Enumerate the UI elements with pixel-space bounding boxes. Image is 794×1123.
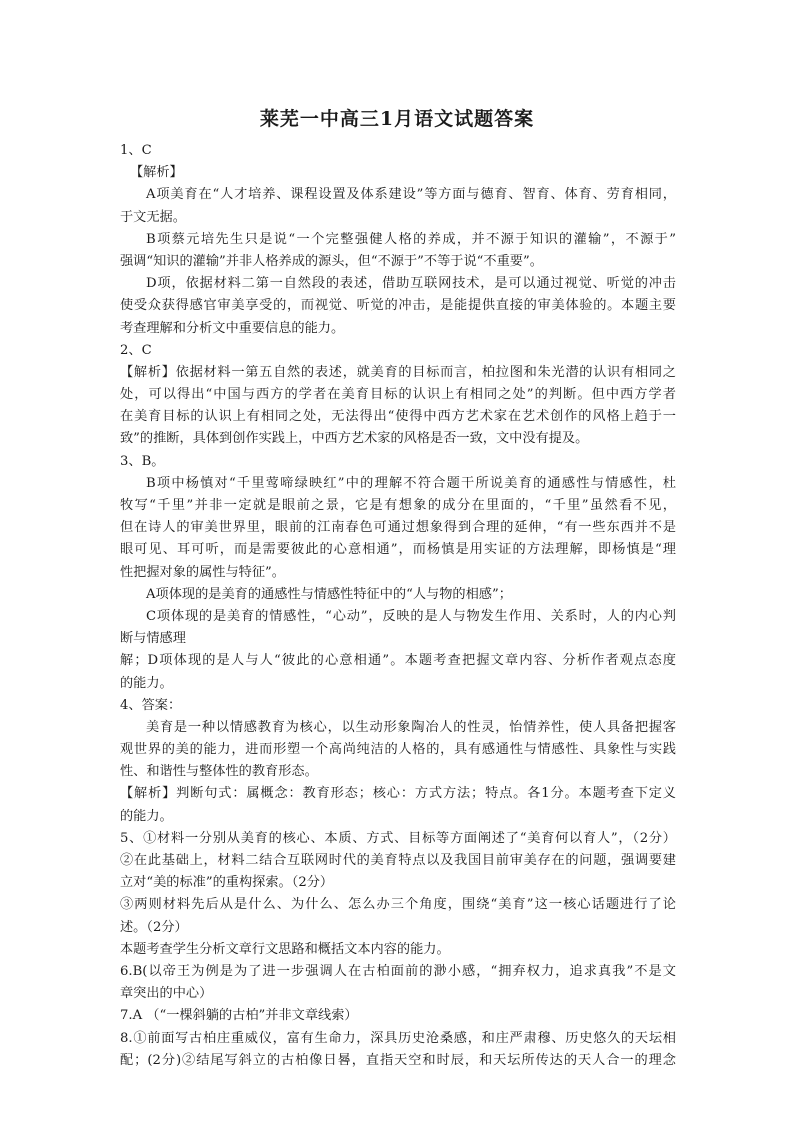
text-line: 本题考查学生分析文章行文思路和概括文本内容的能力。	[120, 941, 450, 957]
text-line: 性、和谐性与整体性的教育形态。	[120, 764, 318, 780]
text-line: ②在此基础上，材料二结合互联网时代的美育特点以及我国目前审美存在的问题，强调要建	[120, 853, 676, 868]
text-line: 1、C	[120, 143, 152, 158]
text-line: 使受众获得感官审美享受的，而视觉、听觉的冲击，是能提供直接的审美体验的。本题主要	[120, 298, 676, 314]
text-line: 解；D项体现的是人与人“彼此的心意相通”。本题考查把握文章内容、分析作者观点态度	[120, 653, 676, 669]
text-line: 牧写“千里”并非一定就是眼前之景，它是有想象的成分在里面的，“千里”虽然看不见，	[120, 498, 676, 513]
text-line: 在美育目标的认识上有相同之处，无法得出“使得中西方艺术家在艺术创作的风格上趋于一	[120, 409, 676, 425]
text-line: B项蔡元培先生只是说“一个完整强健人格的养成，并不源于知识的灌输”，不源于”	[146, 231, 676, 247]
text-line: 【解析】判断句式：属概念：教育形态；核心：方式方法；特点。各1分。本题考查下定义	[120, 786, 676, 802]
text-line: 但在诗人的审美世界里，眼前的江南春色可通过想象得到合理的延伸，“有一些东西并不是	[120, 520, 676, 536]
text-line: 断与情感理	[120, 631, 186, 647]
text-line: 处，可以得出“中国与西方的学者在美育目标的认识上有相同之处”的判断。但中西方学者	[120, 387, 676, 403]
page-title: 莱芜一中高三1月语文试题答案	[259, 108, 535, 130]
text-line: A项体现的是美育的通感性与情感性特征中的“人与物的相感”；	[146, 586, 512, 602]
text-line: 5、①材料一分别从美育的核心、本质、方式、目标等方面阐述了“美育何以育人”，（2分）	[120, 830, 676, 846]
text-line: 立对“美的标准”的重构探索。（2分）	[120, 875, 334, 891]
text-line: 观世界的美的能力，进而形塑一个高尚纯洁的人格的，具有感通性与情感性、具象性与实践	[120, 742, 676, 758]
text-line: 眼可见、耳可听，而是需要彼此的心意相通”，而杨慎是用实证的方法理解，即杨慎是“理	[120, 542, 676, 558]
text-line: 配；(2分)②结尾写斜立的古柏像日晷，直指天空和时辰，和天坛所传达的天人合一的理念	[120, 1052, 676, 1068]
text-line: 7.A （“一棵斜躺的古柏”并非文章线索）	[120, 1008, 358, 1024]
text-line: 8.①前面写古柏庄重威仪，富有生命力，深具历史沧桑感，和庄严肃穆、历史悠久的天坛相	[120, 1030, 676, 1046]
text-line: ③两则材料先后从是什么、为什么、怎么办三个角度，围绕“美育”这一核心话题进行了论	[120, 897, 676, 913]
text-line: 强调“知识的灌输”并非人格养成的源头，但“不源于”不等于说“不重要”。	[120, 253, 543, 269]
text-line: 6.B(以帝王为例是为了进一步强调人在古柏面前的渺小感，“拥弃权力，追求真我”不是文	[120, 963, 676, 979]
text-line: 述。（2分）	[120, 919, 188, 935]
answer-body	[120, 140, 676, 1072]
text-line: 【解析】依据材料一第五自然的表述，就美育的目标而言，柏拉图和朱光潜的认识有相同之	[120, 364, 676, 380]
text-line: A项美育在“人才培养、课程设置及体系建设”等方面与德育、智育、体育、劳育相同，	[146, 187, 676, 203]
text-line: 4、答案：	[120, 697, 182, 713]
text-line: C项体现的是美育的情感性，“心动”，反映的是人与物发生作用、关系时，人的内心判	[146, 608, 676, 624]
text-line: 的能力。	[120, 808, 173, 824]
text-line: 2、C	[120, 342, 152, 358]
text-line: B项中杨慎对“千里莺啼绿映红”中的理解不符合题干所说美育的通感性与情感性，杜	[146, 475, 676, 491]
text-line: 【解析】	[130, 165, 183, 181]
text-line: D项，依据材料二第一自然段的表述，借助互联网技术，是可以通过视觉、听觉的冲击	[146, 276, 676, 292]
text-line: 于文无据。	[120, 209, 186, 225]
text-line: 美育是一种以情感教育为核心，以生动形象陶冶人的性灵，怡情养性，使人具备把握客	[146, 719, 676, 735]
text-line: 章突出的中心）	[120, 986, 213, 1002]
text-line: 的能力。	[120, 675, 173, 691]
text-line: 3、B。	[120, 453, 165, 469]
text-line: 性把握对象的属性与特征”。	[120, 564, 285, 580]
text-line: 考查理解和分析文中重要信息的能力。	[120, 320, 345, 336]
text-line: 致”的推断，具体到创作实践上，中西方艺术家的风格是否一致，文中没有提及。	[120, 431, 589, 447]
